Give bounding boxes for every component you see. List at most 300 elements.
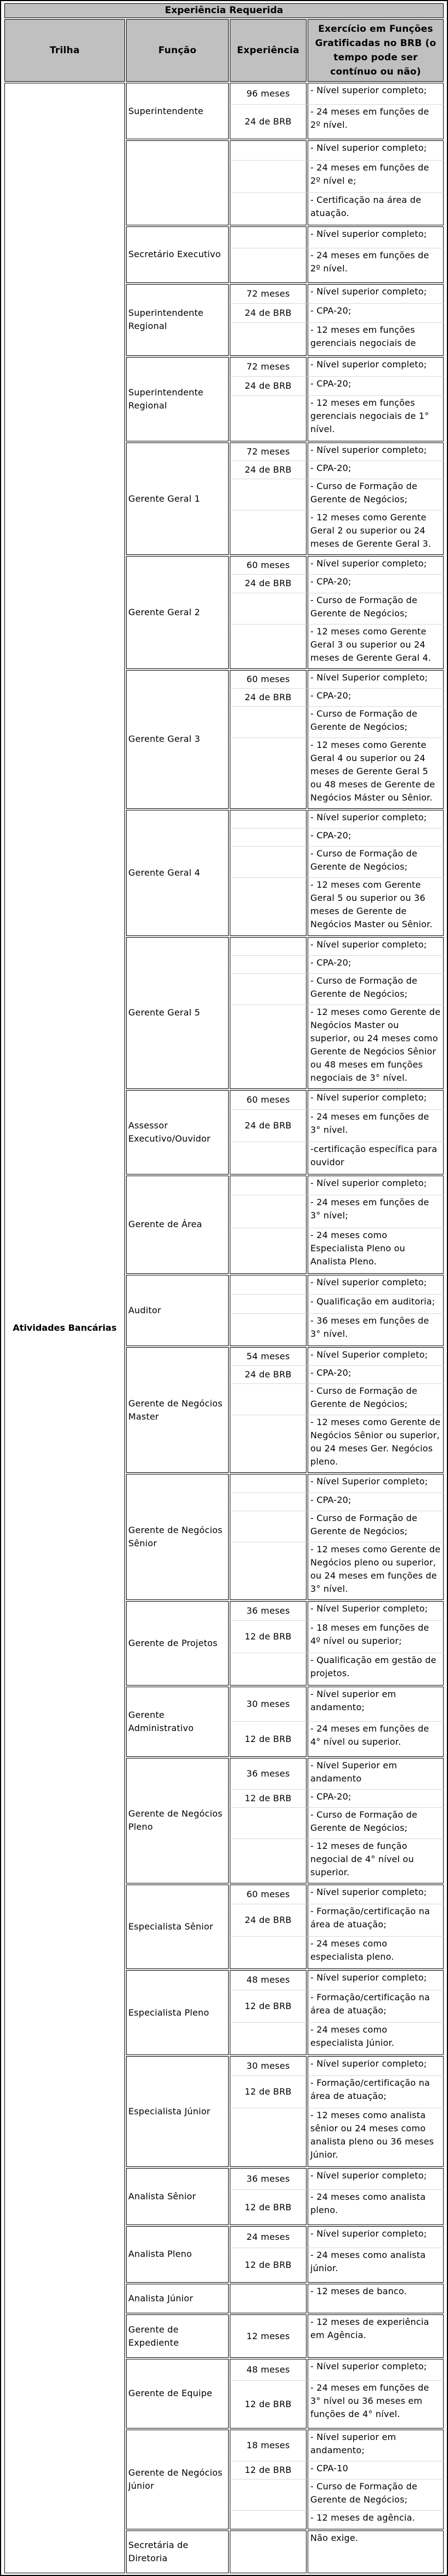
requirement-cell: - Nível superior completo; [308,357,444,376]
table-subrow [230,442,444,461]
experiencia-cell: 60 meses [230,556,307,574]
funcao-cell: Secretária de Diretoria [126,2530,229,2573]
requirement-cell: - 12 meses em funções gerenciais negociais de 1° nível. [308,395,444,441]
experiencia-cell [230,510,307,555]
requirement-cell: - CPA-20; [308,303,444,322]
trilha-cell [4,83,125,2573]
experiencia-cell [230,1807,307,1839]
table-subrow [230,284,444,303]
experiencia-cell [230,1142,307,1174]
table-subrow [230,376,444,395]
table-subrow [230,593,444,624]
funcao-cell: Gerente Geral 4 [126,810,229,935]
experiencia-cell [230,160,307,192]
experiencia-cell [230,1005,307,1089]
requirement-cell: - Nível superior completo; [308,2359,444,2380]
subrows-container [230,1090,444,1174]
table-subrow [230,1601,444,1620]
table-row [126,2530,444,2573]
table-row [126,1275,444,1346]
requirement-cell: - Nível superior completo; [308,226,444,248]
experiencia-cell: 24 de BRB [230,574,307,592]
funcao-cell: Gerente Geral 2 [126,556,229,668]
funcao-cell: Gerente de Negócios Sênior [126,1474,229,1599]
requirement-cell: - 24 meses em funções de 3° nível. [308,1109,444,1142]
subrows-container [230,1970,444,2055]
subrows-container [230,1758,444,1883]
table-subrow [230,1653,444,1686]
subrows-container [230,1176,444,1273]
requirement-cell: - 24 meses como Especialista Pleno ou Analista Pleno. [308,1228,444,1274]
subrows-container [230,1687,444,1756]
experiencia-cell: 48 meses [230,1970,307,1989]
experiencia-cell: 12 meses [230,2314,307,2357]
table-subrow [230,2359,444,2380]
rows-container [126,83,444,2573]
table-subrow [230,1493,444,1511]
experiencia-cell [230,1294,307,1313]
experiencia-cell [230,706,307,737]
table-row [126,670,444,809]
table-row [126,442,444,555]
subrows-container [230,1885,444,1969]
requirement-cell: - 24 meses em funções de 2º nível. [308,104,444,139]
requirement-cell: - 12 meses de agência. [308,2510,444,2529]
requirement-cell: - 36 meses em funções de 3° nível. [308,1313,444,1346]
experiencia-cell: 12 de BRB [230,2248,307,2283]
requirement-cell: - Nível superior completo; [308,2168,444,2189]
subrows-container [230,2168,444,2225]
table-subrow [230,248,444,283]
requirement-cell: - 24 meses como especialista pleno. [308,1936,444,1969]
experiencia-cell [230,395,307,441]
experiencia-cell: 24 de BRB [230,1365,307,1383]
experiencia-cell: 30 meses [230,1687,307,1721]
experiencia-cell: 48 meses [230,2359,307,2380]
requirement-cell: - CPA-20; [308,955,444,973]
subrows-container [230,83,444,139]
requirement-cell: - CPA-20; [308,1365,444,1383]
table-subrow [230,395,444,441]
experiencia-cell [230,973,307,1005]
requirement-cell: - Formação/certificação na área de atuação; [308,1904,444,1936]
requirement-cell: - Nível superior em andamento; [308,2430,444,2461]
table-subrow [230,1313,444,1346]
funcao-cell: Gerente de Negócios Pleno [126,1758,229,1883]
experiencia-cell: 24 de BRB [230,1109,307,1142]
table-row [126,810,444,935]
subrows-container [230,284,444,355]
requirement-cell: - 24 meses como analista júnior. [308,2248,444,2283]
table-subrow [230,2022,444,2055]
experiencia-cell [230,1275,307,1294]
table-subrow [230,1990,444,2022]
trilha-label: Atividades Bancárias [13,1323,117,1333]
requirement-cell: - 24 meses em funções de 2º nível. [308,248,444,283]
funcao-cell: Analista Sênior [126,2168,229,2225]
subrows-container [230,2314,444,2357]
table-subrow [230,2461,444,2479]
requirement-cell: - 12 meses como Gerente de Negócios Master ou superior, ou 24 meses como Gerente de Negócios Sênior ou 48 meses em funções negociais de 3° nível. [308,1005,444,1089]
subrows-container [230,810,444,935]
experiencia-cell [230,192,307,225]
table-subrow [230,2056,444,2075]
experiencia-cell [230,1511,307,1542]
requirement-cell: - 12 meses como analista sênior ou 24 meses como analista pleno ou 36 meses Júnior. [308,2108,444,2167]
requirement-cell: - Curso de Formação de Gerente de Negócios; [308,1807,444,1839]
experiencia-cell: 54 meses [230,1347,307,1365]
requirement-cell: - Nível superior completo; [308,556,444,574]
table-subrow [230,846,444,877]
table-subrow [230,510,444,555]
subrows-container [230,670,444,809]
subrows-container [230,357,444,441]
requirement-cell: - 12 meses de banco. [308,2284,444,2313]
table-row [126,1474,444,1599]
experiencia-cell [230,2479,307,2510]
table-subrow [230,2430,444,2461]
table-row [126,1176,444,1273]
requirement-cell: - CPA-20; [308,688,444,706]
experiencia-cell [230,737,307,809]
experiencia-cell: 24 de BRB [230,376,307,395]
subrows-container [230,1347,444,1473]
requirement-cell: - 24 meses em funções de 4° nível ou superior. [308,1721,444,1756]
requirement-cell: - CPA-20; [308,828,444,846]
experiencia-cell [230,810,307,828]
funcao-cell: Analista Pleno [126,2226,229,2283]
table-subrow [230,828,444,846]
table-row [126,2314,444,2357]
experiencia-cell: 24 de BRB [230,303,307,322]
funcao-cell: Gerente de Equipe [126,2359,229,2429]
funcao-cell: Gerente de Negócios Júnior [126,2430,229,2529]
experiencia-cell: 36 meses [230,1758,307,1789]
table-subrow [230,1970,444,1989]
funcao-cell: Gerente Administrativo [126,1687,229,1756]
table-subrow [230,2510,444,2529]
requirement-cell: - Formação/certificação na área de atuação; [308,2075,444,2108]
table-row [126,357,444,441]
requirement-cell: - Curso de Formação de Gerente de Negócios; [308,846,444,877]
experiencia-cell: 12 de BRB [230,1620,307,1653]
requirement-cell: - 12 meses de função negocial de 4° nível ou superior. [308,1839,444,1883]
table-title: Experiência Requerida [4,3,444,18]
requirement-cell: - 24 meses como analista pleno. [308,2189,444,2225]
funcao-cell: Gerente Geral 1 [126,442,229,555]
table-row [126,937,444,1089]
subrows-container [230,442,444,555]
table-subrow [230,2189,444,2225]
table-subrow [230,1721,444,1756]
experiencia-cell: 24 de BRB [230,104,307,139]
funcao-cell: Superintendente Regional [126,284,229,355]
requirement-cell: - Formação/certificação na área de atuação; [308,1990,444,2022]
table-subrow [230,973,444,1005]
table-row [126,556,444,668]
experience-table [4,3,444,2573]
table-subrow [230,556,444,574]
column-header-funcao: Função [126,19,229,82]
requirement-cell: - CPA-20; [308,574,444,592]
requirement-cell: - Nível Superior completo; [308,1601,444,1620]
table-row [126,2056,444,2167]
table-subrow [230,2075,444,2108]
table-row [126,2430,444,2529]
subrows-container [230,1601,444,1686]
experiencia-cell [230,226,307,248]
requirement-cell: - Nível superior completo; [308,937,444,955]
table-subrow [230,1936,444,1969]
experiencia-cell: 30 meses [230,2056,307,2075]
funcao-cell: Gerente de Negócios Master [126,1347,229,1473]
table-row [126,284,444,355]
requirement-cell: - Qualificação em auditoria; [308,1294,444,1313]
experiencia-cell [230,1415,307,1473]
experiencia-cell: 12 de BRB [230,2380,307,2429]
experiencia-cell [230,322,307,355]
table-subrow [230,479,444,510]
experiencia-cell: 60 meses [230,1090,307,1109]
experiencia-cell: 24 meses [230,2226,307,2248]
requirement-cell: - 12 meses como Gerente de Negócios Sênior ou superior, ou 24 meses Ger. Negócios pleno. [308,1415,444,1473]
table-body [4,83,444,2573]
requirement-cell: - Curso de Formação de Gerente de Negócios; [308,973,444,1005]
table-subrow [230,737,444,809]
table-row [126,140,444,225]
column-header-row [4,19,444,82]
requirement-cell: - 12 meses como Gerente Geral 4 ou superior ou 24 meses de Gerente Geral 5 ou 48 meses de Gerente de Negócios Máster ou Sênior. [308,737,444,809]
requirement-cell: - Nível superior completo; [308,1275,444,1294]
subrows-container [230,2056,444,2167]
experiencia-cell [230,1474,307,1492]
table-subrow [230,2248,444,2283]
experiencia-cell: 12 de BRB [230,1721,307,1756]
table-subrow [230,1789,444,1807]
column-header-experiencia: Experiência [230,19,307,82]
table-subrow [230,140,444,160]
table-row [126,1687,444,1756]
experiencia-cell: 12 de BRB [230,1990,307,2022]
requirement-cell: - Nível Superior completo; [308,1347,444,1365]
table-subrow [230,226,444,248]
table-row [126,2226,444,2283]
experiencia-cell: 12 de BRB [230,2189,307,2225]
experiencia-cell [230,624,307,669]
experiencia-cell [230,2530,307,2573]
table-subrow [230,2284,444,2313]
experiencia-cell [230,828,307,846]
experiencia-cell: 24 de BRB [230,688,307,706]
requirement-cell: - 24 meses em funções de 3° nível ou 36 meses em funções de 4° nível. [308,2380,444,2429]
funcao-cell: Especialista Pleno [126,1970,229,2055]
requirement-cell: - 12 meses de experiência em Agência. [308,2314,444,2357]
table-subrow [230,1142,444,1174]
column-header-exercicio: Exercício em Funções Gratificadas no BRB (o tempo pode ser contínuo ou não) [308,19,444,82]
table-subrow [230,1839,444,1883]
requirement-cell: - CPA-20; [308,1493,444,1511]
subrows-container [230,2530,444,2573]
requirement-cell: - Nível superior completo; [308,140,444,160]
experiencia-cell [230,1383,307,1415]
table-subrow [230,1090,444,1109]
table-row [126,1601,444,1686]
funcao-cell: Gerente Geral 5 [126,937,229,1089]
table-subrow [230,1383,444,1415]
experiencia-cell: 72 meses [230,357,307,376]
table-subrow [230,1294,444,1313]
funcao-cell: Assessor Executivo/Ouvidor [126,1090,229,1174]
table-subrow [230,2168,444,2189]
requirement-cell: - Nível Superior completo; [308,670,444,688]
subrows-container [230,2359,444,2429]
table-row [126,2168,444,2225]
experiencia-cell: 72 meses [230,284,307,303]
subrows-container [230,556,444,668]
funcao-cell: Especialista Júnior [126,2056,229,2167]
table-subrow [230,1511,444,1542]
table-subrow [230,624,444,669]
column-header-trilha: Trilha [4,19,125,82]
experiencia-cell [230,479,307,510]
table-subrow [230,1195,444,1227]
table-subrow [230,104,444,139]
experiencia-cell: 36 meses [230,2168,307,2189]
experiencia-cell: 96 meses [230,83,307,104]
subrows-container [230,937,444,1089]
table-row [126,1347,444,1473]
subrows-container [230,2430,444,2529]
experiencia-cell [230,1313,307,1346]
table-subrow [230,2530,444,2573]
requirement-cell: - CPA-20; [308,376,444,395]
experiencia-cell [230,877,307,935]
table-subrow [230,1228,444,1274]
experiencia-cell [230,248,307,283]
table-subrow [230,670,444,688]
requirement-cell: - Nível superior completo; [308,2056,444,2075]
experiencia-cell [230,140,307,160]
table-subrow [230,1474,444,1492]
table-row [126,83,444,139]
table-subrow [230,955,444,973]
subrows-container [230,140,444,225]
table-subrow [230,1347,444,1365]
table-subrow [230,1904,444,1936]
table-subrow [230,461,444,479]
table-subrow [230,937,444,955]
table-subrow [230,1687,444,1721]
table-subrow [230,810,444,828]
table-subrow [230,877,444,935]
requirement-cell: - Curso de Formação de Gerente de Negócios; [308,1511,444,1542]
requirement-cell: - 18 meses em funções de 4º nível ou superior; [308,1620,444,1653]
subrows-container [230,226,444,283]
table-subrow [230,357,444,376]
table-subrow [230,1885,444,1904]
table-row [126,2284,444,2313]
table-subrow [230,83,444,104]
requirement-cell: - CPA-20; [308,461,444,479]
experiencia-cell [230,2022,307,2055]
requirement-cell: - Curso de Formação de Gerente de Negócios; [308,479,444,510]
experiencia-cell [230,1936,307,1969]
table-subrow [230,1620,444,1653]
requirement-cell: - Nível superior completo; [308,442,444,461]
funcao-cell: Gerente de Projetos [126,1601,229,1686]
requirement-cell: - Nível Superior completo; [308,1474,444,1492]
requirement-cell: - CPA-10 [308,2461,444,2479]
experiencia-cell: 24 de BRB [230,1904,307,1936]
experiencia-cell [230,2108,307,2167]
experiencia-cell [230,2284,307,2313]
requirement-cell: Não exige. [308,2530,444,2573]
requirement-cell: - Qualificação em gestão de projetos. [308,1653,444,1686]
requirement-cell: - Nível superior completo; [308,284,444,303]
experiencia-cell [230,955,307,973]
funcao-cell: Gerente de Expediente [126,2314,229,2357]
table-subrow [230,303,444,322]
table-subrow [230,1365,444,1383]
table-subrow [230,574,444,592]
table-subrow [230,2479,444,2510]
table-subrow [230,1807,444,1839]
experiencia-cell: 60 meses [230,1885,307,1904]
table-row [126,1970,444,2055]
table-subrow [230,706,444,737]
requirement-cell: - Curso de Formação de Gerente de Negócios; [308,2479,444,2510]
funcao-cell: Analista Júnior [126,2284,229,2313]
experiencia-cell [230,1195,307,1227]
table-row [126,226,444,283]
requirement-cell: - 12 meses como Gerente Geral 2 ou superior ou 24 meses de Gerente Geral 3. [308,510,444,555]
table-subrow [230,1275,444,1294]
funcao-cell: Secretário Executivo [126,226,229,283]
funcao-cell: Superintendente Regional [126,357,229,441]
funcao-cell: Gerente Geral 3 [126,670,229,809]
experiencia-cell [230,846,307,877]
table-subrow [230,2380,444,2429]
experiencia-cell: 36 meses [230,1601,307,1620]
table-subrow [230,2108,444,2167]
experiencia-cell [230,1176,307,1195]
experiencia-cell: 12 de BRB [230,2075,307,2108]
table-subrow [230,1109,444,1142]
table-row [126,2359,444,2429]
experiencia-cell [230,1228,307,1274]
experiencia-cell [230,1493,307,1511]
funcao-cell: Especialista Sênior [126,1885,229,1969]
subrows-container [230,1474,444,1599]
table-subrow [230,2226,444,2248]
funcao-cell [126,140,229,225]
requirement-cell: - 24 meses como especialista Júnior. [308,2022,444,2055]
table-row [126,1758,444,1883]
subrows-container [230,2226,444,2283]
requirement-cell: - Nível superior completo; [308,1970,444,1989]
requirement-cell: - 24 meses em funções de 2º nível e; [308,160,444,192]
experiencia-cell [230,593,307,624]
requirement-cell: - Nível superior completo; [308,1090,444,1109]
table-subrow [230,1005,444,1089]
table-subrow [230,2314,444,2357]
requirement-cell: - Nível superior completo; [308,810,444,828]
requirement-cell: - 12 meses como Gerente Geral 3 ou superior ou 24 meses de Gerente Geral 4. [308,624,444,669]
table-row [126,1090,444,1174]
requirement-cell: - Nível superior completo; [308,1885,444,1904]
requirement-cell: - 12 meses como Gerente de Negócios pleno ou superior, ou 24 meses em funções de 3° nível. [308,1542,444,1600]
requirement-cell: - 12 meses com Gerente Geral 5 ou superior ou 36 meses de Gerente de Negócios Master ou Sênior. [308,877,444,935]
